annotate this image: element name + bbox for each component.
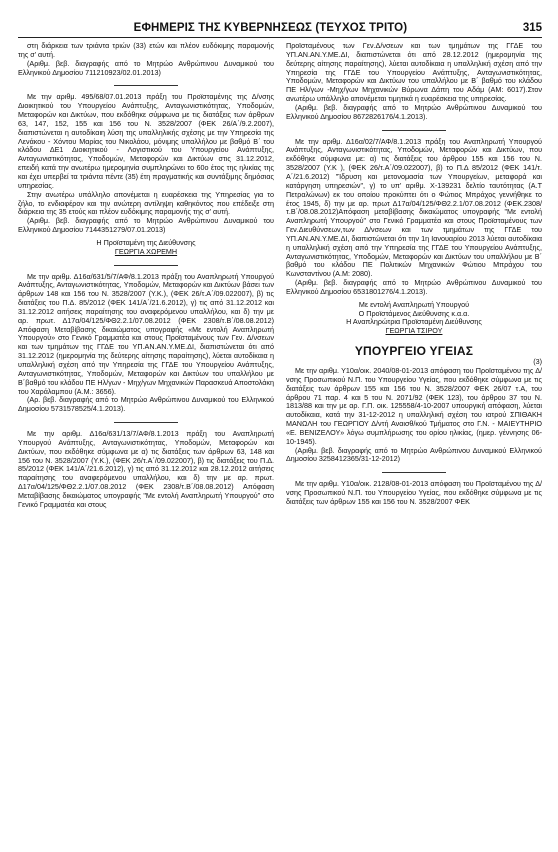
paragraph: Με την αριθμ. Δ16α/631/13/7/ΑΦ/8.1.2013 πράξη του Αναπληρωτή Υπουργού Ανάπτυξης, Ανταγωνιστικότητας, Υποδομών, Μεταφορών και Δικτύων, που εκδόθηκε σύμφωνα με α) τις διατάξεις των άρθρων 63, 148 και 156 του Ν. 3528/2007 (Υ.Κ.), (ΦΕΚ 26/τ.Α΄/09.022007), β) τις διατάξεις του Π.Δ. 85/2012 (ΦΕΚ 141/Α΄/21.6.2012), γ) τις από 31.12.2012 και 28.12.2012 αιτήσεις παραίτησης του αναφερόμενου υπαλλήλου, και δ) την με αρ. πρωτ. Δ17α/04/125/ΦΘ2.2.1/07.08.2012 (ΦΕΚ 2308/τ.Β΄/08.08.2012) Απόφαση Μεταβίβασης δικαιώματος υπογραφής "Με εντολή Αναπληρωτή Υπουργού" στο Γενικό Γραμματέα και στους — [18, 429, 274, 509]
separator-line — [382, 130, 446, 131]
paragraph: (Αριθμ. βεβ. διαγραφής από το Μητρώο Ανθρώπινου Δυναμικού του Ελληνικού Δημοσίου 711210923/02.01.2013) — [18, 58, 274, 77]
paragraph: Με την αριθμ. Υ10α/οικ. 2040/08-01-2013 απόφαση του Προϊσταμένου της Δ/νσης Προσωπικού Ν.Π. του Υπουργείου Υγείας, που εκδόθηκε σύμφωνα με τις διατάξεις των άρθρων 155 και 156 του Ν. 3528/2007 ΦΕΚ 26/07 τ.Α, του άρθρου 71 παρ. 4 και 5 του Ν. 2071/92 (ΦΕΚ 123), του άρθρου 37 του Ν. 1813/88 και την με αρ. Γ.Π. οικ. 125558/4-10-2007 υπουργική απόφαση, λύεται αυτοδίκαια, κατά την 31-12-2012 η υπαλληλική σχέση του ιατρού ΣΠΙΘΑΚΗ ΜΑΝΩΛΗ του ΓΕΩΡΓΙΟΥ Δ/ντή Αναισθ/κού Τμήματος στο Γ.Ν. - ΜΑΙΕΥΤΗΡΙΟ «Ε. ΒΕΝΙΖΕΛΟΥ» λόγω συμπλήρωσης του ορίου ηλικίας, (ημερ. γέννησης 06-10-1945). — [286, 366, 542, 446]
separator-line — [114, 422, 178, 423]
item-number: (3) — [533, 357, 542, 367]
page-header — [18, 22, 542, 38]
ministry-heading: ΥΠΟΥΡΓΕΙΟ ΥΓΕΙΑΣ — [354, 344, 474, 359]
signature-line: Η Αναπληρώτρια Προϊσταμένη Διεύθυνσης — [346, 317, 482, 327]
paragraph: (Αριθμ. βεβ. διαγραφής από το Μητρώο Ανθρώπινου Δυναμικού του Ελληνικού Δημοσίου 8672826176/4.1.2013). — [286, 102, 542, 121]
text-columns — [18, 42, 542, 510]
paragraph: (Αρ. βεβ. διαγραφής από το Μητρώο Ανθρώπινου Δυναμικού του Ελληνικού Δημοσίου 5731578525/4.1.2013). — [18, 395, 274, 414]
signature-name: ΓΕΩΡΓΙΑ ΤΣΙΡΟΥ — [385, 326, 443, 336]
separator-line — [114, 265, 178, 266]
paragraph: Με την αριθμ. Υ10α/οικ. 2128/08-01-2013 απόφαση του Προϊσταμένου της Δ/νσης Προσωπικού Ν.Π. του Υπουργείου Υγείας, που εκδόθηκε σύμφωνα με τις διατάξεις των άρθρων 155 και 156 του Ν. 3528/2007 ΦΕΚ — [286, 479, 542, 506]
page-number: 315 — [522, 22, 542, 34]
signature-name: ΓΕΩΡΓΙΑ ΧΩΡΕΜΗ — [114, 246, 178, 256]
separator-line — [382, 472, 446, 473]
paragraph: (Αριθμ. βεβ. διαγραφής από το Μητρώο Ανθρώπινου Δυναμικού του Ελληνικού Δημοσίου 6531801276/4.1.2013). — [286, 278, 542, 296]
paragraph: στη διάρκεια των τριάντα τριών (33) ετών και πλέον ευδόκιμης παραμονής της σ’ αυτή. — [18, 41, 274, 59]
paragraph: (Αριθμ. βεβ. διαγραφής από το Μητρώο Ανθρώπινου Δυναμικού Ελληνικού Δημοσίου 3258412365/31-12-2012) — [286, 445, 542, 464]
paragraph: Στην ανωτέρω υπάλληλο απονέμεται η ευαρέσκεια της Υπηρεσίας για το ζήλο, το ενδιαφέρον και την ανώτερη αντίληψη καθηκόντος που επέδειξε στη διάρκεια της 35 ετούς και πλέον ευδόκιμης παραμονής της σ’ αυτή. — [18, 189, 274, 217]
right-column — [286, 42, 542, 510]
paragraph: (Αριθμ. βεβ. διαγραφής από το Μητρώο Ανθρώπινου Δυναμικού του Ελληνικού Δημοσίου 7144351279/07.01.2013) — [18, 216, 274, 235]
separator-line — [114, 85, 178, 86]
signature-line: Με εντολή Αναπληρωτή Υπουργού — [358, 299, 470, 309]
gazette-title: ΕΦΗΜΕΡΙΣ ΤΗΣ ΚΥΒΕΡΝΗΣΕΩΣ (ΤΕΥΧΟΣ ΤΡΙΤΟ) — [133, 22, 408, 34]
left-column — [18, 42, 274, 510]
paragraph: Με την αριθμ. Δ16α/631/5/7/ΑΦ/8.1.2013 πράξη του Αναπληρωτή Υπουργού Ανάπτυξης, Ανταγωνιστικότητας, Υποδομών, Μεταφορών και Δικτύων βάσει των άρθρων 148 και 156 του Ν. 3528/2007 (Υ.Κ.), (ΦΕΚ 26/τ.Α΄/09.022007), β) τις διατάξεις του Π.Δ. 85/2012 (ΦΕΚ 141/Α΄/21.6.2012), γ) τις από 31.12.2012 και 31.12.2012 αιτήσεις παραίτησης του αναφερόμενου υπαλλήλου, και δ) την με αρ. πρωτ. Δ17α/04/125/ΦΘ2.2.1/07.08.2012 (ΦΕΚ 2308/τ.Β΄/08.08.2012) Απόφαση Μεταβίβασης δικαιώματος υπογραφής «Με εντολή Αναπληρωτή Υπουργού» στο Γενικό Γραμματέα και στους Προϊσταμένους των Γεν. Δ/νσεων και των τμημάτων της ΓΓΔΕ του ΥΠ.ΑΝ.ΑΝ.Υ.ΜΕ.ΔΙ, διαπιστώνεται ότι από 31.12.2012 (ημερομηνία της δεύτερης αίτησης παραίτησης), λύεται αυτοδίκαια η υπαλληλική σχέση από την Υπηρεσία της ΓΓΔΕ του Υπουργείου Ανάπτυξης, Ανταγωνιστικότητας, Υποδομών, Μεταφορών και Δικτύων του υπαλλήλου με Β΄βαθμό του κλάδου ΠΕ Ηλ/γων - Μηχ/γων Μηχανικών Παρασκευά Αποστολάκη του Χαράλαμπου (Α.Μ.: 3656). — [18, 271, 274, 396]
signature-line: Ο Προϊστάμενος Διεύθυνσης κ.α.α. — [358, 308, 470, 318]
paragraph: Προϊσταμένους των Γεν.Δ/νσεων και των τμημάτων της ΓΓΔΕ του ΥΠ.ΑΝ.ΑΝ.Υ.ΜΕ.ΔΙ, διαπιστώνεται ότι από 28.12.2012 (ημερομηνία της δεύτερης αίτησης παραίτησης), λύεται αυτοδίκαια η υπαλληλική σχέση από την Υπηρεσία της ΓΓΔΕ του Υπουργείου Ανάπτυξης, Ανταγωνιστικότητας, Υποδομών, Μεταφορών και Δικτύων του υπαλλήλου με Β΄ βαθμό του κλάδου ΠΕ Ηλ/γων -Μηχ/γων Μηχανικών Βύρωνα Δάπη του Αδάμ (ΑΜ: 6017).Στον ανωτέρω υπάλληλο απονέμεται τιμητικά η ευαρέσκεια της υπηρεσίας. — [286, 41, 542, 104]
paragraph: Με την αριθμ. 495/68/07.01.2013 πράξη του Προϊσταμένης της Δ/νσης Διοικητικού του Υπουργείου Ανάπτυξης, Ανταγωνιστικότητας, Υποδομών, Μεταφορών και Δικτύων, που εκδόθηκε σύμφωνα με τις διατάξεις των άρθρων 63, 147, 152, 155 και 156 του Ν. 3528/2007 (ΦΕΚ 26/Α΄/9.2.2007), διαπιστώνεται η αυτοδίκαιη λύση της υπαλληλικής σχέσης με την Υπηρεσία της Λενάκου - Χόντου Μαρίας του Νικολάου, μόνιμης υπαλλήλου με βαθμό Β΄ του κλάδου ΔΕ1 Διοικητικού - Λογιστικού του Υπουργείου Ανάπτυξης, Ανταγωνιστικότητας, Υποδομών, Μεταφορών και Δικτύων στις 31.12.2012, επειδή κατά την ανωτέρω ημερομηνία συμπληρώνει το 60ο έτος της ηλικίας της και έχει υπερβεί τα τριάντα πέντε (35) έτη πραγματικής και συντάξιμης δημόσιας υπηρεσίας. — [18, 92, 274, 190]
signature-title: Η Προϊσταμένη της Διεύθυνσης — [96, 237, 196, 247]
paragraph: Με την αριθμ. Δ16α/02/7/ΑΦ/8.1.2013 πράξη του Αναπληρωτή Υπουργού Ανάπτυξης, Ανταγωνιστικότητας, Υποδομών, Μεταφορών και Δικτύων, που εκδόθηκε σύμφωνα με: α) τις διατάξεις του άρθρου 155 και 156 του Ν. 3528/2007 (Υ.Κ ), (ΦΕΚ 26/τ.Α΄/09.022007), β) το Π.Δ 85/2012 (ΦΕΚ 141/τ. Α΄/21.6.2012) "Ίδρυση και μετονομασία των Υπουργείων, μεταφορά και κατάργηση υπηρεσιών", γ) το υπ’ αριθμ. Χ-139231 δελτίο ταυτότητας (Α.Τ Πετραλώνων) εκ του οποίου προκύπτει ότι ο Φώτιος Μπράχος γεννήθηκε το έτος 1945, δ) την με αρ. πρωτ Δ17α/04/125/ΦΘ2.2.1/07.08.2012 (ΦΕΚ.2308/τ.Β΄/08.08.2012)Απόφαση μεταβίβασης δικαιώματος υπογραφής "Με εντολή Αναπληρωτή Υπουργού" στο Γενικό Γραμματέα και στους Προϊσταμένους των Γεν.Διευθύνσεων,των Δ/νσεων και των τμημάτων της ΓΓΔΕ του ΥΠ.ΑΝ.ΑΝ.Υ.ΜΕ.ΔΙ, διαπιστώνεται ότι την 1η Ιανουαρίου 2013 λύεται αυτοδίκαια η υπαλληλική σχέση από την Υπηρεσία της ΓΓΔΕ του Υπουργείου Ανάπτυξης, Ανταγωνιστικότητας, Υποδομών, Μεταφορών και Δικτύων του υπαλλήλου με Β΄ βαθμό του κλάδου ΠΕ Πολιτικών Μηχανικών Φώτιου Μπράχου του Κωνσταντίνου (Α.Μ: 2080). — [286, 136, 542, 279]
